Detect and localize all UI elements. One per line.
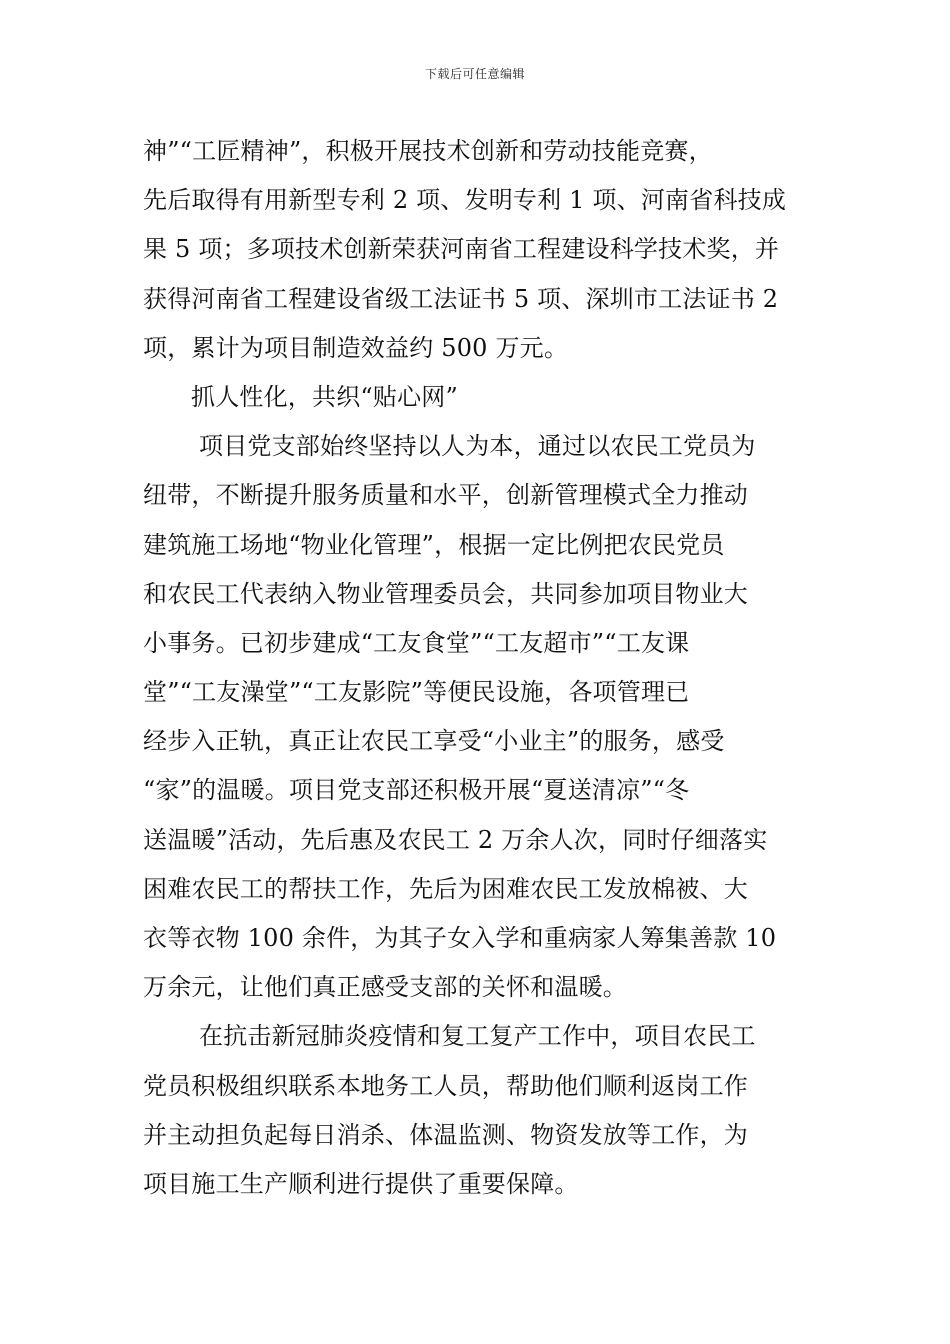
- text-line: 衣等衣物 100 余件，为其子女入学和重病家人筹集善款 10: [143, 924, 777, 952]
- text-line: 神”“工匠精神”，积极开展技术创新和劳动技能竞赛，: [143, 137, 713, 165]
- text-line: 并主动担负起每日消杀、体温监测、物资发放等工作，为: [143, 1120, 748, 1149]
- text-line: 先后取得有用新型专利 2 项、发明专利 1 项、河南省科技成: [143, 186, 787, 215]
- text-line: 党员积极组织联系本地务工人员，帮助他们顺利返岗工作: [143, 1071, 748, 1100]
- text-line: 困难农民工的帮扶工作，先后为困难农民工发放棉被、大: [143, 874, 748, 903]
- section-heading: 抓人性化，共织“贴心网”: [191, 382, 458, 411]
- document-body: [143, 127, 808, 1209]
- text-line: “家”的温暖。项目党支部还积极开展“夏送清凉”“冬: [143, 776, 690, 805]
- text-line: 万余元，让他们真正感受支部的关怀和温暖。: [143, 973, 627, 1002]
- paragraph-first-line: 在抗击新冠肺炎疫情和复工复产工作中，项目农民工: [199, 1022, 756, 1051]
- text-line: 果 5 项；多项技术创新荣获河南省工程建设科学技术奖，并: [143, 235, 780, 264]
- paragraph-first-line: 项目党支部始终坚持以人为本，通过以农民工党员为: [199, 432, 756, 461]
- text-line: 纽带，不断提升服务质量和水平，创新管理模式全力推动: [143, 481, 748, 510]
- text-line: 获得河南省工程建设省级工法证书 5 项、深圳市工法证书 2: [143, 284, 779, 313]
- text-line: 小事务。已初步建成“工友食堂”“工友超市”“工友课: [143, 628, 690, 657]
- text-line: 和农民工代表纳入物业管理委员会，共同参加项目物业大: [143, 579, 748, 608]
- text-line: 送温暖”活动，先后惠及农民工 2 万余人次，同时仔细落实: [143, 825, 768, 854]
- text-line: 项，累计为项目制造效益约 500 万元。: [143, 333, 569, 362]
- text-line: 项目施工生产顺利进行提供了重要保障。: [143, 1169, 579, 1198]
- page-header-note: 下载后可任意编辑: [424, 67, 525, 81]
- text-line: 堂”“工友澡堂”“工友影院”等便民设施，各项管理已: [143, 678, 690, 707]
- text-line: 建筑施工场地“物业化管理”，根据一定比例把农民党员: [143, 530, 725, 559]
- text-line: 经步入正轨，真正让农民工享受“小业主”的服务，感受: [143, 727, 725, 756]
